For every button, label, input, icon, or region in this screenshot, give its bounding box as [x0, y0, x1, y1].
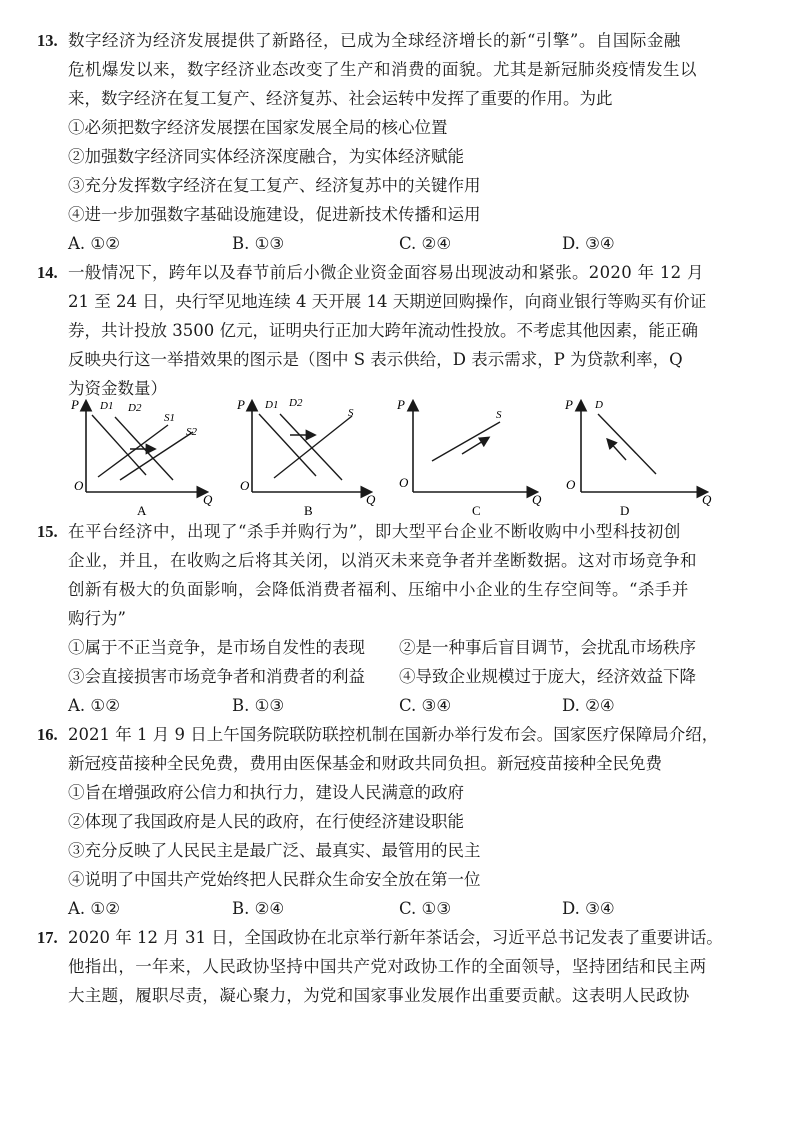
question-number: 15. — [37, 522, 58, 541]
graph-b[interactable] — [236, 397, 376, 518]
question-stem-line: 反映央行这一举措效果的图示是（图中 S 表示供给，D 表示需求，P 为贷款利率，Q — [68, 350, 683, 369]
supply-curve-s2 — [120, 432, 193, 480]
question-stem-line: 21 至 24 日，央行罕见地连续 4 天开展 14 天期逆回购操作，向商业银行等购买有价证 — [68, 292, 707, 311]
question-stem-line: 危机爆发以来，数字经济业态改变了生产和消费的面貌。尤其是新冠肺炎疫情发生以 — [68, 60, 697, 79]
d2-label: D2 — [128, 402, 142, 414]
question-number: 14. — [37, 263, 58, 282]
question-stem-line: 购行为” — [68, 609, 126, 628]
shift-arrow — [462, 438, 488, 454]
statement-item: ①属于不正当竞争，是市场自发性的表现 — [68, 638, 365, 657]
q-axis-label: Q — [366, 492, 376, 507]
s-label: S — [496, 409, 502, 421]
question-stem-line: 数字经济为经济发展提供了新路径，已成为全球经济增长的新“引擎”。自国际金融 — [68, 31, 681, 50]
supply-demand-graphs — [60, 392, 740, 522]
question-stem-line: 在平台经济中，出现了“杀手并购行为”，即大型平台企业不断收购中小型科技初创 — [68, 522, 681, 541]
statement-item: ③充分发挥数字经济在复工复产、经济复苏中的关键作用 — [68, 176, 481, 195]
question-number: 16. — [37, 725, 58, 744]
question-stem-line: 券，共计投放 3500 亿元，证明央行正加大跨年流动性投放。不考虑其他因素，能正确 — [68, 321, 698, 340]
p-axis-label: P — [71, 397, 79, 412]
question-stem-line: 2020 年 12 月 31 日，全国政协在北京举行新年茶话会，习近平总书记发表了重要讲话。 — [68, 928, 723, 947]
statement-item: ④导致企业规模过于庞大，经济效益下降 — [399, 667, 696, 686]
s-label: S — [348, 407, 354, 419]
option-c[interactable]: C. ③④ — [399, 696, 452, 715]
option-b[interactable]: B. ①③ — [232, 234, 285, 253]
graph-a[interactable] — [70, 397, 213, 518]
question-stem-line: 他指出，一年来，人民政协坚持中国共产党对政协工作的全面领导，坚持团结和民主两 — [68, 957, 707, 976]
origin-label: O — [240, 478, 250, 493]
d1-label: D1 — [100, 400, 114, 412]
question-stem-line: 创新有极大的负面影响，会降低消费者福利、压缩中小企业的生存空间等。“杀手并 — [68, 580, 689, 599]
question-number: 17. — [37, 928, 58, 947]
statement-item: ④进一步加强数字基础设施建设，促进新技术传播和运用 — [68, 205, 481, 224]
p-axis-label: P — [237, 397, 245, 412]
question-stem-line: 新冠疫苗接种全民免费，费用由医保基金和财政共同负担。新冠疫苗接种全民免费 — [68, 754, 662, 773]
option-b[interactable]: B. ①③ — [232, 696, 285, 715]
question-stem-line: 大主题，履职尽责，凝心聚力，为党和国家事业发展作出重要贡献。这表明人民政协 — [68, 986, 690, 1005]
option-c[interactable]: C. ②④ — [399, 234, 452, 253]
s2-label: S2 — [186, 426, 197, 438]
statement-item: ②体现了我国政府是人民的政府，在行使经济建设职能 — [68, 812, 464, 831]
question-stem-line: 企业，并且，在收购之后将其关闭，以消灭未来竞争者并垄断数据。这对市场竞争和 — [68, 551, 697, 570]
statement-item: ③充分反映了人民民主是最广泛、最真实、最管用的民主 — [68, 841, 481, 860]
graph-d[interactable] — [564, 397, 712, 518]
supply-curve-s — [274, 416, 352, 478]
q-axis-label: Q — [203, 492, 213, 507]
shift-arrow — [608, 440, 626, 460]
question-stem-line: 一般情况下，跨年以及春节前后小微企业资金面容易出现波动和紧张。2020 年 12 月 — [68, 263, 704, 282]
statement-item: ③会直接损害市场竞争者和消费者的利益 — [68, 667, 365, 686]
question-stem-line: 来，数字经济在复工复产、经济复苏、社会运转中发挥了重要的作用。为此 — [68, 89, 613, 108]
option-a[interactable]: A. ①② — [68, 899, 120, 918]
option-a[interactable]: A. ①② — [68, 696, 120, 715]
origin-label: O — [399, 475, 409, 490]
graph-label: B — [304, 503, 313, 518]
d-label: D — [595, 399, 603, 411]
origin-label: O — [74, 478, 84, 493]
demand-curve-d — [598, 414, 656, 474]
option-b[interactable]: B. ②④ — [232, 899, 285, 918]
demand-curve-d1 — [92, 415, 146, 475]
statement-item: ②是一种事后盲目调节，会扰乱市场秩序 — [399, 638, 696, 657]
graph-c[interactable] — [396, 397, 542, 518]
option-d[interactable]: D. ③④ — [562, 899, 615, 918]
graph-label: A — [137, 503, 147, 518]
statement-item: ④说明了中国共产党始终把人民群众生命安全放在第一位 — [68, 870, 481, 889]
statement-item: ①旨在增强政府公信力和执行力，建设人民满意的政府 — [68, 783, 464, 802]
d1-label: D1 — [265, 399, 279, 411]
question-stem-line: 为资金数量） — [68, 379, 167, 398]
q-axis-label: Q — [702, 492, 712, 507]
option-c[interactable]: C. ①③ — [399, 899, 452, 918]
d2-label: D2 — [289, 397, 303, 409]
option-d[interactable]: D. ②④ — [562, 696, 615, 715]
question-number: 13. — [37, 31, 58, 50]
graph-label: C — [472, 503, 481, 518]
s1-label: S1 — [164, 412, 175, 424]
q-axis-label: Q — [532, 492, 542, 507]
p-axis-label: P — [565, 397, 573, 412]
p-axis-label: P — [397, 397, 405, 412]
statement-item: ①必须把数字经济发展摆在国家发展全局的核心位置 — [68, 118, 448, 137]
statement-item: ②加强数字经济同实体经济深度融合，为实体经济赋能 — [68, 147, 464, 166]
option-a[interactable]: A. ①② — [68, 234, 120, 253]
question-stem-line: 2021 年 1 月 9 日上午国务院联防联控机制在国新办举行发布会。国家医疗保障局介绍， — [68, 725, 719, 744]
origin-label: O — [566, 477, 576, 492]
supply-curve-s — [432, 422, 500, 461]
option-d[interactable]: D. ③④ — [562, 234, 615, 253]
graph-label: D — [620, 503, 630, 518]
